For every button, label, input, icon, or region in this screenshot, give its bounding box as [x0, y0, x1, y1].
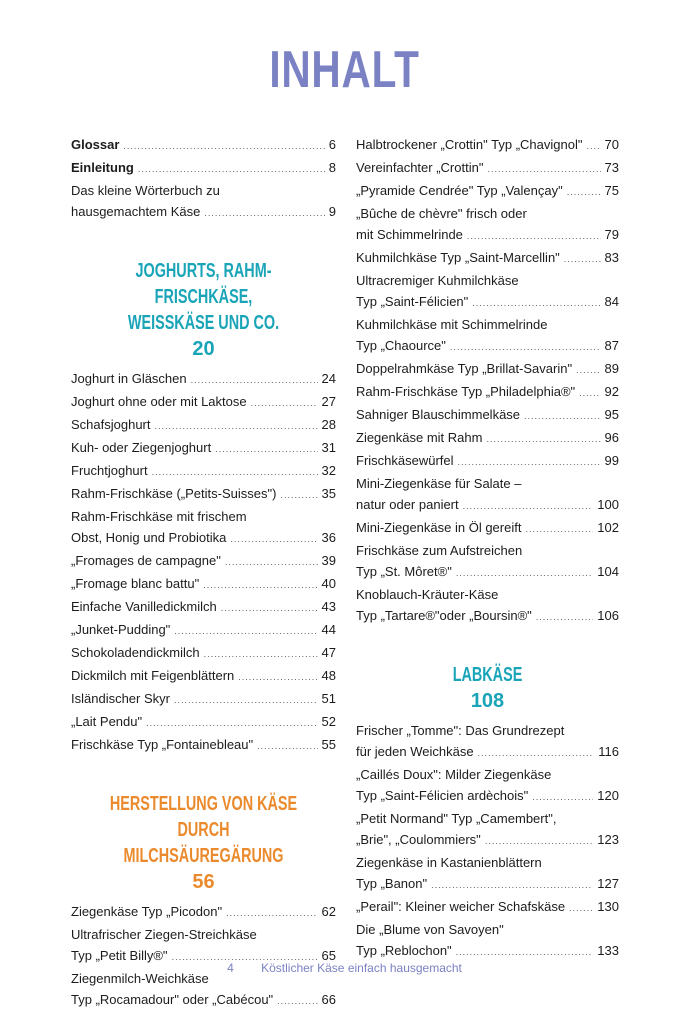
- toc-entry[interactable]: [71, 180, 336, 224]
- toc-page-number: 51: [321, 691, 336, 706]
- toc-entry[interactable]: [356, 427, 619, 450]
- toc-entry-line: [356, 940, 619, 963]
- dot-leader: [251, 391, 318, 414]
- dot-leader: [230, 527, 317, 550]
- toc-page-number: 40: [321, 576, 336, 591]
- toc-entry-line: [356, 203, 619, 224]
- toc-entry-title: Isländischer Skyr: [71, 691, 170, 706]
- toc-entry-line: [71, 619, 336, 642]
- toc-entry-line: [356, 764, 619, 785]
- toc-entry-line: [356, 829, 619, 852]
- toc-entry-title: Joghurt ohne oder mit Laktose: [71, 394, 247, 409]
- toc-page-number: 89: [604, 361, 619, 376]
- toc-entry-title: Typ „Saint-Félicien ardèchois": [356, 788, 529, 803]
- toc-entry-line: [356, 270, 619, 291]
- toc-entry[interactable]: [71, 642, 336, 665]
- section-page-number: 20: [192, 338, 215, 360]
- toc-entry[interactable]: [356, 180, 619, 203]
- toc-page-number: 92: [604, 384, 619, 399]
- toc-entry-line: [71, 711, 336, 734]
- toc-page-number: 27: [321, 394, 336, 409]
- toc-left-column: [71, 134, 336, 1012]
- toc-entry-title: Mini-Ziegenkäse für Salate –: [356, 476, 522, 491]
- toc-entry-line: [71, 527, 336, 550]
- toc-entry-title: Ultracremiger Kuhmilchkäse: [356, 273, 519, 288]
- dot-leader: [257, 734, 317, 757]
- toc-entry[interactable]: [71, 711, 336, 734]
- toc-entry[interactable]: [356, 896, 619, 919]
- toc-entry-title: Obst, Honig und Probiotika: [71, 530, 227, 545]
- toc-entry-line: [71, 506, 336, 527]
- toc-entry[interactable]: [71, 483, 336, 506]
- toc-entry[interactable]: [356, 720, 619, 764]
- section-heading-milchsaeure: [55, 791, 352, 895]
- toc-entry-title: Die „Blume von Savoyen": [356, 922, 504, 937]
- toc-entry[interactable]: [71, 368, 336, 391]
- toc-page-number: 95: [604, 407, 619, 422]
- toc-entry-title: Ziegenkäse in Kastanienblättern: [356, 855, 542, 870]
- toc-intro-list: [71, 134, 336, 224]
- toc-page-number: 44: [321, 622, 336, 637]
- dot-leader: [532, 785, 593, 808]
- toc-entry-title: Kuh- oder Ziegenjoghurt: [71, 440, 212, 455]
- toc-entry[interactable]: [71, 573, 336, 596]
- toc-entry[interactable]: [71, 734, 336, 757]
- toc-section-list: [71, 368, 336, 757]
- dot-leader: [467, 224, 601, 247]
- dot-leader: [155, 414, 318, 437]
- toc-entry-line: [71, 924, 336, 945]
- toc-entry[interactable]: [356, 404, 619, 427]
- toc-page-number: 87: [604, 338, 619, 353]
- toc-entry-title: Sahniger Blauschimmelkäse: [356, 407, 521, 422]
- toc-page-number: 133: [597, 943, 619, 958]
- toc-right-column: [356, 134, 619, 963]
- toc-entry-title: Frischer „Tomme": Das Grundrezept: [356, 723, 565, 738]
- toc-entry-line: [356, 720, 619, 741]
- toc-page-number: 83: [604, 250, 619, 265]
- section-page-number: 56: [192, 871, 215, 893]
- toc-entry-line: [71, 437, 336, 460]
- toc-page-number: 24: [321, 371, 336, 386]
- toc-entry-line: [356, 494, 619, 517]
- toc-entry-line: [71, 368, 336, 391]
- dot-leader: [586, 134, 600, 157]
- toc-entry-line: [71, 734, 336, 757]
- toc-entry[interactable]: [356, 358, 619, 381]
- section-title-line: WEISSKÄSE UND CO.: [127, 312, 280, 334]
- dot-leader: [221, 596, 318, 619]
- toc-entry[interactable]: [356, 852, 619, 896]
- toc-entry-title: Joghurt in Gläschen: [71, 371, 187, 386]
- toc-entry-title: hausgemachtem Käse: [71, 204, 201, 219]
- toc-page-number: 32: [321, 463, 336, 478]
- toc-entry-line: [356, 314, 619, 335]
- toc-entry[interactable]: [71, 437, 336, 460]
- toc-entry-line: [356, 741, 619, 764]
- toc-entry-line: [71, 550, 336, 573]
- toc-page-number: 65: [321, 948, 336, 963]
- page-title: INHALT: [269, 41, 420, 99]
- dot-leader: [431, 873, 593, 896]
- toc-entry-title: Ziegenmilch-Weichkäse: [71, 971, 209, 986]
- toc-page-number: 102: [597, 520, 619, 535]
- section-title-line: DURCH MILCHSÄUREGÄRUNG: [123, 819, 284, 867]
- toc-entry-line: [71, 901, 336, 924]
- section-page-number: 108: [470, 690, 505, 712]
- toc-entry-title: Einleitung: [71, 160, 134, 175]
- toc-entry-title: Einfache Vanilledickmilch: [71, 599, 217, 614]
- toc-entry-title: Typ „Banon": [356, 876, 428, 891]
- toc-entry-line: [356, 808, 619, 829]
- toc-page-number: 75: [604, 183, 619, 198]
- toc-entry[interactable]: [356, 157, 619, 180]
- toc-entry[interactable]: [71, 460, 336, 483]
- toc-entry-title: Rahm-Frischkäse („Petits-Suisses"): [71, 486, 277, 501]
- toc-entry[interactable]: [71, 157, 336, 180]
- toc-entry-line: [356, 561, 619, 584]
- toc-entry[interactable]: [71, 506, 336, 550]
- toc-section-list: [71, 901, 336, 1012]
- dot-leader: [450, 335, 601, 358]
- toc-entry[interactable]: [71, 391, 336, 414]
- dot-leader: [203, 573, 317, 596]
- toc-page-number: 123: [597, 832, 619, 847]
- toc-entry-line: [71, 414, 336, 437]
- dot-leader: [204, 201, 324, 224]
- toc-entry-line: [71, 460, 336, 483]
- toc-entry-title: „Lait Pendu": [71, 714, 143, 729]
- toc-entry-title: Frischkäsewürfel: [356, 453, 454, 468]
- toc-page-number: 104: [597, 564, 619, 579]
- toc-entry-title: Schokoladendickmilch: [71, 645, 200, 660]
- dot-leader: [458, 450, 601, 473]
- dot-leader: [579, 381, 600, 404]
- toc-entry-line: [71, 180, 336, 201]
- toc-entry-line: [356, 134, 619, 157]
- toc-entry-line: [356, 157, 619, 180]
- toc-entry[interactable]: [356, 314, 619, 358]
- dot-leader: [569, 896, 593, 919]
- toc-entry-title: Vereinfachter „Crottin": [356, 160, 484, 175]
- toc-entry-title: „Perail": Kleiner weicher Schafskäse: [356, 899, 566, 914]
- toc-page-number: 84: [604, 294, 619, 309]
- dot-leader: [174, 619, 317, 642]
- toc-entry-line: [71, 989, 336, 1012]
- toc-entry-line: [356, 517, 619, 540]
- toc-entry-title: Typ „Chaource": [356, 338, 446, 353]
- toc-entry-line: [356, 291, 619, 314]
- toc-page-number: 39: [321, 553, 336, 568]
- toc-entry-title: Doppelrahmkäse Typ „Brillat-Savarin": [356, 361, 573, 376]
- toc-entry-line: [356, 896, 619, 919]
- toc-entry[interactable]: [71, 619, 336, 642]
- toc-page-number: 8: [328, 160, 336, 175]
- dot-leader: [280, 483, 317, 506]
- toc-entry[interactable]: [71, 550, 336, 573]
- toc-entry-title: Ziegenkäse mit Rahm: [356, 430, 483, 445]
- toc-page-number: 120: [597, 788, 619, 803]
- toc-entry-title: mit Schimmelrinde: [356, 227, 463, 242]
- toc-entry-title: Typ „Saint-Félicien": [356, 294, 469, 309]
- toc-entry-line: [71, 134, 336, 157]
- toc-entry-title: Typ „St. Môret®": [356, 564, 452, 579]
- toc-page-number: 47: [321, 645, 336, 660]
- toc-page-number: 79: [604, 227, 619, 242]
- toc-entry[interactable]: [71, 901, 336, 924]
- toc-entry[interactable]: [71, 596, 336, 619]
- toc-entry[interactable]: [71, 688, 336, 711]
- toc-entry-line: [356, 427, 619, 450]
- dot-leader: [123, 134, 324, 157]
- toc-entry[interactable]: [356, 381, 619, 404]
- toc-entry-title: Ultrafrischer Ziegen-Streichkäse: [71, 927, 257, 942]
- toc-entry-title: „Fromage blanc battu": [71, 576, 200, 591]
- toc-entry-line: [356, 381, 619, 404]
- toc-entry-title: „Fromages de campagne": [71, 553, 221, 568]
- dot-leader: [191, 368, 318, 391]
- toc-entry[interactable]: [356, 203, 619, 247]
- toc-entry-title: Rahm-Frischkäse mit frischem: [71, 509, 247, 524]
- footer-page-number: 4: [227, 961, 234, 975]
- section-title-line: JOGHURTS, RAHM-FRISCHKÄSE,: [135, 260, 272, 308]
- toc-entry-title: Knoblauch-Kräuter-Käse: [356, 587, 499, 602]
- toc-entry-line: [356, 224, 619, 247]
- dot-leader: [525, 517, 593, 540]
- toc-page-number: 100: [597, 497, 619, 512]
- toc-page-number: 106: [597, 608, 619, 623]
- toc-entry-title: Ziegenkäse Typ „Picodon": [71, 904, 223, 919]
- toc-entry-line: [356, 540, 619, 561]
- toc-page-number: 55: [321, 737, 336, 752]
- footer-book-title: Köstlicher Käse einfach hausgemacht: [261, 961, 462, 975]
- toc-section-list: [356, 134, 619, 628]
- toc-section-list: [356, 720, 619, 963]
- dot-leader: [277, 989, 317, 1012]
- dot-leader: [138, 157, 325, 180]
- toc-entry-line: [356, 584, 619, 605]
- dot-leader: [456, 940, 594, 963]
- toc-page-number: 28: [321, 417, 336, 432]
- toc-entry-title: Frischkäse Typ „Fontainebleau": [71, 737, 254, 752]
- toc-entry-title: Rahm-Frischkäse Typ „Philadelphia®": [356, 384, 576, 399]
- toc-entry[interactable]: [71, 414, 336, 437]
- toc-entry-title: Typ „Reblochon": [356, 943, 452, 958]
- toc-entry-line: [356, 335, 619, 358]
- toc-entry-title: „Bûche de chèvre" frisch oder: [356, 206, 527, 221]
- toc-entry-title: „Petit Normand" Typ „Camembert",: [356, 811, 557, 826]
- toc-entry-title: Dickmilch mit Feigenblättern: [71, 668, 235, 683]
- toc-page-number: 43: [321, 599, 336, 614]
- toc-entry[interactable]: [356, 584, 619, 628]
- dot-leader: [146, 711, 317, 734]
- toc-page-number: 9: [328, 204, 336, 219]
- toc-page-number: 127: [597, 876, 619, 891]
- toc-entry[interactable]: [356, 473, 619, 517]
- dot-leader: [564, 247, 601, 270]
- toc-entry[interactable]: [356, 450, 619, 473]
- dot-leader: [226, 901, 317, 924]
- page-footer: [0, 961, 689, 975]
- toc-entry-line: [356, 247, 619, 270]
- toc-entry-title: natur oder paniert: [356, 497, 459, 512]
- section-heading-labkaese: [340, 662, 635, 714]
- toc-entry-title: Halbtrockener „Crottin" Typ „Chavignol": [356, 137, 583, 152]
- section-heading-joghurts: [55, 258, 352, 362]
- dot-leader: [456, 561, 593, 584]
- toc-entry[interactable]: [356, 247, 619, 270]
- toc-page-number: 36: [321, 530, 336, 545]
- toc-entry[interactable]: [356, 517, 619, 540]
- toc-page-number: 48: [321, 668, 336, 683]
- dot-leader: [472, 291, 600, 314]
- toc-entry-title: „Caillés Doux": Milder Ziegenkäse: [356, 767, 552, 782]
- toc-entry-line: [71, 688, 336, 711]
- toc-page-number: 96: [604, 430, 619, 445]
- toc-entry-line: [71, 201, 336, 224]
- dot-leader: [487, 157, 600, 180]
- toc-page-number: 70: [604, 137, 619, 152]
- dot-leader: [174, 688, 318, 711]
- dot-leader: [478, 741, 595, 764]
- toc-entry[interactable]: [356, 270, 619, 314]
- dot-leader: [204, 642, 318, 665]
- toc-entry[interactable]: [356, 540, 619, 584]
- toc-entry-title: Kuhmilchkäse Typ „Saint-Marcellin": [356, 250, 560, 265]
- toc-entry[interactable]: [356, 764, 619, 808]
- toc-entry-title: Mini-Ziegenkäse in Öl gereift: [356, 520, 522, 535]
- dot-leader: [567, 180, 601, 203]
- toc-entry[interactable]: [71, 134, 336, 157]
- section-title-line: HERSTELLUNG VON KÄSE: [109, 793, 298, 815]
- toc-entry[interactable]: [356, 919, 619, 963]
- toc-page-number: 116: [598, 744, 619, 759]
- section-title-line: LABKÄSE: [452, 664, 523, 686]
- dot-leader: [215, 437, 317, 460]
- toc-entry-title: „Brie", „Coulommiers": [356, 832, 481, 847]
- toc-entry-line: [356, 605, 619, 628]
- toc-entry-line: [356, 450, 619, 473]
- dot-leader: [485, 829, 593, 852]
- toc-entry[interactable]: [356, 808, 619, 852]
- toc-page-number: 35: [321, 486, 336, 501]
- toc-page-number: 66: [321, 992, 336, 1007]
- dot-leader: [463, 494, 594, 517]
- toc-entry-line: [71, 573, 336, 596]
- toc-entry-line: [71, 596, 336, 619]
- toc-entry-title: Schafsjoghurt: [71, 417, 151, 432]
- dot-leader: [576, 358, 600, 381]
- toc-page-number: 73: [604, 160, 619, 175]
- dot-leader: [486, 427, 600, 450]
- toc-page-number: 52: [321, 714, 336, 729]
- toc-entry-title: Das kleine Wörterbuch zu: [71, 183, 220, 198]
- toc-entry-line: [356, 404, 619, 427]
- toc-entry-title: für jeden Weichkäse: [356, 744, 474, 759]
- dot-leader: [524, 404, 601, 427]
- toc-entry-title: Fruchtjoghurt: [71, 463, 148, 478]
- toc-entry-line: [356, 473, 619, 494]
- toc-page-number: 31: [321, 440, 336, 455]
- toc-entry-line: [71, 642, 336, 665]
- toc-entry-title: Typ „Petit Billy®": [71, 948, 168, 963]
- toc-entry-title: Typ „Tartare®"oder „Boursin®": [356, 608, 532, 623]
- toc-entry-line: [71, 483, 336, 506]
- dot-leader: [536, 605, 594, 628]
- toc-page-number: 62: [321, 904, 336, 919]
- toc-page-number: 6: [328, 137, 336, 152]
- dot-leader: [238, 665, 317, 688]
- dot-leader: [152, 460, 318, 483]
- toc-entry-line: [356, 180, 619, 203]
- toc-entry-line: [356, 919, 619, 940]
- toc-entry-line: [356, 852, 619, 873]
- toc-entry-line: [356, 358, 619, 381]
- toc-page-number: 130: [597, 899, 619, 914]
- toc-page-number: 99: [604, 453, 619, 468]
- toc-entry[interactable]: [71, 665, 336, 688]
- toc-entry-line: [356, 873, 619, 896]
- toc-entry-title: Typ „Rocamadour" oder „Cabécou": [71, 992, 274, 1007]
- dot-leader: [225, 550, 318, 573]
- toc-entry-title: Frischkäse zum Aufstreichen: [356, 543, 523, 558]
- toc-entry-title: „Junket-Pudding": [71, 622, 171, 637]
- toc-entry-line: [71, 391, 336, 414]
- toc-entry-title: Glossar: [71, 137, 120, 152]
- toc-entry[interactable]: [356, 134, 619, 157]
- toc-entry-title: Kuhmilchkäse mit Schimmelrinde: [356, 317, 548, 332]
- toc-entry-line: [71, 157, 336, 180]
- toc-entry-title: „Pyramide Cendrée" Typ „Valençay": [356, 183, 563, 198]
- toc-entry-line: [71, 665, 336, 688]
- toc-entry-line: [356, 785, 619, 808]
